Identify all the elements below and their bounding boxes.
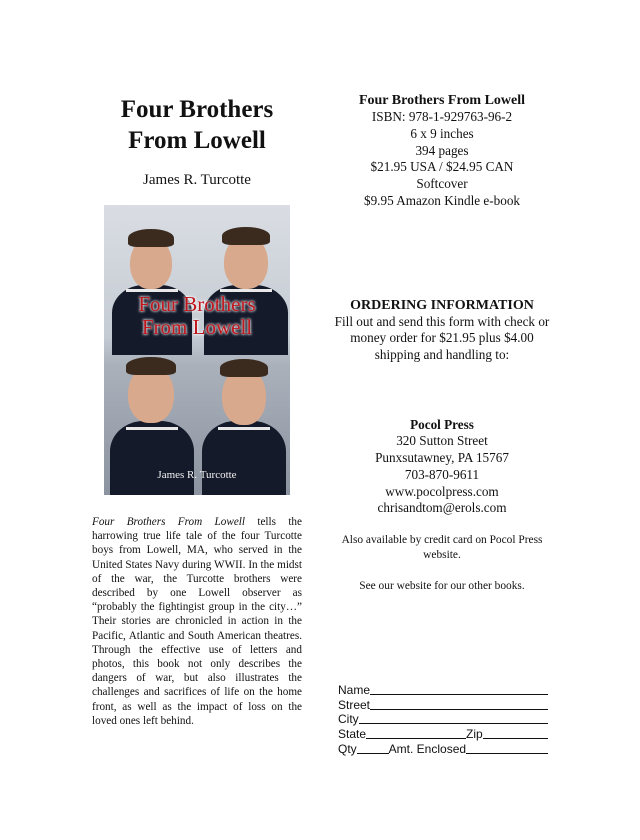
order-form bbox=[338, 682, 548, 756]
publisher-city: Punxsutawney, PA 15767 bbox=[375, 450, 509, 466]
form-row-state-zip bbox=[338, 726, 548, 741]
form-row-street bbox=[338, 697, 548, 712]
city-label: City bbox=[338, 712, 359, 727]
street-label: Street bbox=[338, 697, 371, 712]
name-label: Name bbox=[338, 682, 371, 697]
format: Softcover bbox=[416, 176, 468, 192]
form-row-name bbox=[338, 682, 548, 697]
trim-size: 6 x 9 inches bbox=[410, 125, 474, 141]
right-column bbox=[328, 92, 556, 594]
description-text: tells the harrowing true life tale of the four Turcotte boys from Lowell, MA, who served in the United States Navy during WWII. In the midst of the war, the Turcotte brothers were described by one Lowell observer as “probably the fightingist group in the city…” Their stories are chronicled in action in the Pacific, Atlantic and South American theatres. Through the effective use of letters and photos, this book not only describes the dangers of war, but also illustrates the challenges and sacrifices of life on the home front, as well as the impact of loss on the loved ones left behind. bbox=[92, 516, 302, 727]
ebook-price: $9.95 Amazon Kindle e-book bbox=[363, 192, 521, 208]
publisher-street: 320 Sutton Street bbox=[396, 433, 488, 449]
book-author: James R. Turcotte bbox=[143, 172, 251, 188]
cover-title: Four Brothers From Lowell bbox=[138, 292, 256, 339]
price: $21.95 USA / $24.95 CAN bbox=[370, 159, 514, 175]
publisher-name: Pocol Press bbox=[410, 417, 474, 433]
publisher-website[interactable]: www.pocolpress.com bbox=[385, 483, 499, 499]
state-field[interactable] bbox=[366, 727, 466, 739]
other-books-note: See our website for our other books. bbox=[359, 580, 525, 593]
city-field[interactable] bbox=[359, 712, 548, 724]
qty-label: Qty bbox=[338, 741, 357, 756]
ordering-heading: ORDERING INFORMATION bbox=[350, 297, 534, 313]
description-book-title: Four Brothers From Lowell bbox=[92, 516, 246, 528]
zip-label: Zip bbox=[466, 727, 483, 742]
credit-card-note: Also available by credit card on Pocol Press website. bbox=[341, 534, 543, 561]
book-cover-image bbox=[104, 205, 290, 495]
left-column bbox=[92, 90, 302, 728]
details-title: Four Brothers From Lowell bbox=[358, 93, 526, 108]
amount-field[interactable] bbox=[466, 742, 548, 754]
ordering-text: Fill out and send this form with check or money order for $21.95 plus $4.00 shipping and handling to: bbox=[334, 313, 550, 362]
form-row-qty-amount bbox=[338, 741, 548, 756]
cover-author: James R. Turcotte bbox=[157, 469, 237, 481]
publisher-email[interactable]: chrisandtom@erols.com bbox=[377, 500, 507, 516]
book-description bbox=[92, 515, 302, 728]
book-title: Four Brothers From Lowell bbox=[120, 96, 274, 154]
page-count: 394 pages bbox=[415, 142, 469, 158]
zip-field[interactable] bbox=[483, 727, 548, 739]
street-field[interactable] bbox=[370, 698, 548, 710]
state-label: State bbox=[338, 727, 367, 742]
name-field[interactable] bbox=[370, 683, 548, 695]
amount-label: Amt. Enclosed bbox=[388, 741, 467, 756]
isbn: ISBN: 978-1-929763-96-2 bbox=[371, 109, 513, 124]
publisher-phone: 703-870-9611 bbox=[404, 466, 480, 482]
form-row-city bbox=[338, 712, 548, 727]
qty-field[interactable] bbox=[357, 742, 389, 754]
